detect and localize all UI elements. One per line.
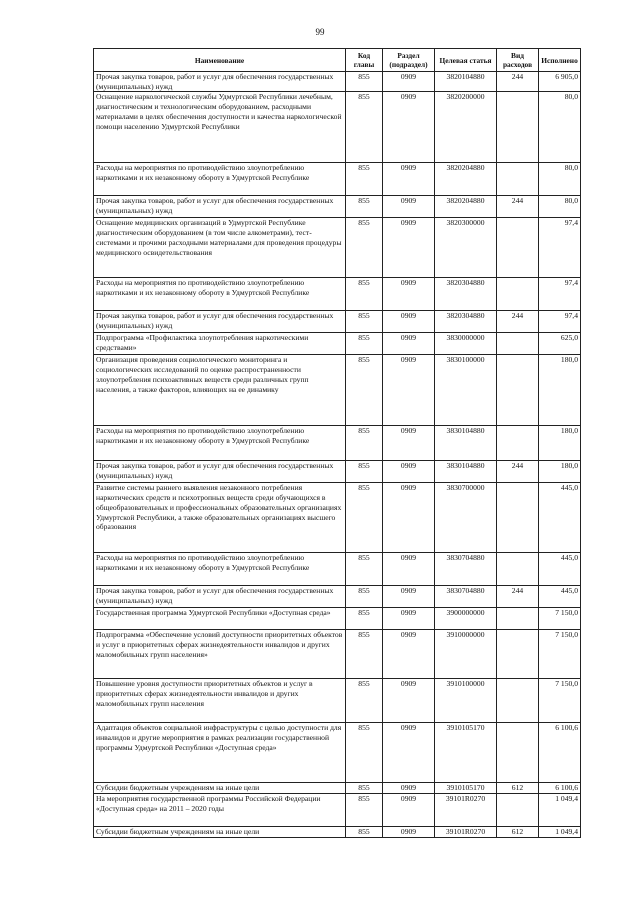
table-row [94,355,581,426]
row-code: 855 [346,553,383,586]
row-executed: 97,4 [539,218,581,278]
row-executed: 1 049,4 [539,794,581,827]
row-name: Оснащение наркологической службы Удмуртской Республики лечебным, диагностическим и технологическим оборудованием, расходными материалами в целях обеспечения доступности и качества наркологической помощи населению Удмуртской Республики [94,92,346,163]
budget-table [93,48,581,838]
row-expense: 612 [497,783,539,794]
row-executed: 97,4 [539,311,581,333]
row-executed: 80,0 [539,92,581,163]
table-row [94,679,581,723]
table-row [94,196,581,218]
row-section: 0909 [383,461,435,483]
row-code: 855 [346,794,383,827]
row-section: 0909 [383,630,435,679]
table-row [94,586,581,608]
row-name: Оснащение медицинских организаций в Удмуртской Республике диагностическим оборудованием (в том числе алкометрами), тест-системами и прочими расходными материалами для проведения процедуры медицинского освидетельствования [94,218,346,278]
row-expense [497,794,539,827]
row-section: 0909 [383,92,435,163]
row-section: 0909 [383,426,435,461]
table-row [94,333,581,355]
row-executed: 180,0 [539,355,581,426]
row-code: 855 [346,483,383,553]
row-code: 855 [346,608,383,630]
row-section: 0909 [383,608,435,630]
row-article: 3830704880 [435,553,497,586]
row-article: 3820304880 [435,278,497,311]
row-expense [497,163,539,196]
row-executed: 180,0 [539,426,581,461]
row-article: 3910105170 [435,783,497,794]
row-code: 855 [346,783,383,794]
row-section: 0909 [383,827,435,838]
row-section: 0909 [383,355,435,426]
row-code: 855 [346,827,383,838]
row-article: 3820204880 [435,196,497,218]
row-code: 855 [346,426,383,461]
table-row [94,794,581,827]
row-name: На мероприятия государственной программы Российской Федерации «Доступная среда» на 2011 – 2020 годы [94,794,346,827]
row-name: Субсидии бюджетным учреждениям на иные цели [94,827,346,838]
page-number: 99 [315,27,325,37]
row-executed: 7 150,0 [539,608,581,630]
row-section: 0909 [383,553,435,586]
row-name: Прочая закупка товаров, работ и услуг для обеспечения государственных (муниципальных) нужд [94,461,346,483]
row-expense: 244 [497,72,539,92]
row-article: 3820300000 [435,218,497,278]
row-section: 0909 [383,586,435,608]
row-name: Подпрограмма «Профилактика злоупотребления наркотическими средствами» [94,333,346,355]
row-article: 3830100000 [435,355,497,426]
table-row [94,630,581,679]
row-name: Государственная программа Удмуртской Республики «Доступная среда» [94,608,346,630]
row-expense [497,483,539,553]
row-code: 855 [346,723,383,783]
header-name: Наименование [94,49,346,72]
table-row [94,311,581,333]
row-expense [497,679,539,723]
row-name: Расходы на мероприятия по противодействию злоупотреблению наркотиками и их незаконному обороту в Удмуртской Республике [94,426,346,461]
row-executed: 7 150,0 [539,679,581,723]
row-name: Организация проведения социологического мониторинга и социологических исследований по оценке распространенности злоупотребления психоактивных веществ среди различных групп населения, а также факторов, влияющих на ее динамику [94,355,346,426]
table-row [94,483,581,553]
row-expense [497,723,539,783]
header-executed: Исполнено [539,49,581,72]
row-code: 855 [346,92,383,163]
row-name: Расходы на мероприятия по противодействию злоупотреблению наркотиками и их незаконному обороту в Удмуртской Республике [94,163,346,196]
row-article: 3830104880 [435,426,497,461]
row-code: 855 [346,163,383,196]
row-article: 3910000000 [435,630,497,679]
row-expense: 244 [497,311,539,333]
row-name: Субсидии бюджетным учреждениям на иные цели [94,783,346,794]
row-executed: 180,0 [539,461,581,483]
row-expense [497,218,539,278]
row-executed: 445,0 [539,553,581,586]
row-section: 0909 [383,483,435,553]
table-row [94,72,581,92]
header-expense: Вид расходов [497,49,539,72]
row-article: 39101R0270 [435,794,497,827]
table-row [94,218,581,278]
table-row [94,461,581,483]
row-executed: 445,0 [539,586,581,608]
row-name: Подпрограмма «Обеспечение условий доступности приоритетных объектов и услуг в приоритетных сферах жизнедеятельности инвалидов и других маломобильных групп населения» [94,630,346,679]
row-code: 855 [346,196,383,218]
row-section: 0909 [383,333,435,355]
row-executed: 445,0 [539,483,581,553]
row-section: 0909 [383,679,435,723]
row-code: 855 [346,355,383,426]
row-executed: 6 905,0 [539,72,581,92]
row-executed: 7 150,0 [539,630,581,679]
table-row [94,92,581,163]
row-name: Прочая закупка товаров, работ и услуг для обеспечения государственных (муниципальных) нужд [94,72,346,92]
row-name: Прочая закупка товаров, работ и услуг для обеспечения государственных (муниципальных) нужд [94,586,346,608]
row-expense [497,608,539,630]
row-executed: 625,0 [539,333,581,355]
row-code: 855 [346,461,383,483]
row-code: 855 [346,278,383,311]
row-name: Адаптация объектов социальной инфраструктуры с целью доступности для инвалидов и другие мероприятия в рамках реализации государственной программы Удмуртской Республики «Доступная среда» [94,723,346,783]
row-section: 0909 [383,72,435,92]
table-row [94,278,581,311]
row-expense [497,92,539,163]
row-article: 3910105170 [435,723,497,783]
row-article: 3910100000 [435,679,497,723]
row-expense [497,278,539,311]
row-code: 855 [346,679,383,723]
row-article: 3900000000 [435,608,497,630]
header-article: Целевая статья [435,49,497,72]
row-executed: 80,0 [539,163,581,196]
row-article: 3820204880 [435,163,497,196]
row-expense: 244 [497,196,539,218]
row-code: 855 [346,630,383,679]
row-section: 0909 [383,794,435,827]
row-expense [497,630,539,679]
table-row [94,163,581,196]
row-section: 0909 [383,783,435,794]
row-section: 0909 [383,196,435,218]
table-row [94,553,581,586]
row-section: 0909 [383,723,435,783]
row-article: 3820304880 [435,311,497,333]
row-code: 855 [346,218,383,278]
row-expense [497,553,539,586]
row-expense: 244 [497,586,539,608]
row-article: 3820104880 [435,72,497,92]
row-article: 3830700000 [435,483,497,553]
row-article: 3820200000 [435,92,497,163]
table-row [94,426,581,461]
row-name: Повышение уровня доступности приоритетных объектов и услуг в приоритетных сферах жизнедеятельности инвалидов и других маломобильных групп населения [94,679,346,723]
row-expense [497,426,539,461]
row-article: 3830104880 [435,461,497,483]
row-executed: 80,0 [539,196,581,218]
row-section: 0909 [383,311,435,333]
row-expense [497,355,539,426]
table-row [94,723,581,783]
row-section: 0909 [383,163,435,196]
row-article: 39101R0270 [435,827,497,838]
table-row [94,608,581,630]
row-code: 855 [346,311,383,333]
row-code: 855 [346,333,383,355]
row-code: 855 [346,586,383,608]
row-article: 3830704880 [435,586,497,608]
row-name: Прочая закупка товаров, работ и услуг для обеспечения государственных (муниципальных) нужд [94,311,346,333]
table-row [94,783,581,794]
header-code: Код главы [346,49,383,72]
row-name: Прочая закупка товаров, работ и услуг для обеспечения государственных (муниципальных) нужд [94,196,346,218]
row-expense: 244 [497,461,539,483]
row-executed: 1 049,4 [539,827,581,838]
table-row [94,827,581,838]
header-section: Раздел (подраздел) [383,49,435,72]
row-name: Расходы на мероприятия по противодействию злоупотреблению наркотиками и их незаконному обороту в Удмуртской Республике [94,553,346,586]
table-header-row [94,49,581,72]
row-section: 0909 [383,278,435,311]
row-expense [497,333,539,355]
row-executed: 97,4 [539,278,581,311]
row-section: 0909 [383,218,435,278]
row-article: 3830000000 [435,333,497,355]
row-name: Развитие системы раннего выявления незаконного потребления наркотических средств и психотропных веществ среди обучающихся в общеобразовательных и профессиональных образовательных организациях Удмуртской Республики, а также образовательных организациях высшего образования [94,483,346,553]
row-name: Расходы на мероприятия по противодействию злоупотреблению наркотиками и их незаконному обороту в Удмуртской Республике [94,278,346,311]
row-code: 855 [346,72,383,92]
row-expense: 612 [497,827,539,838]
row-executed: 6 100,6 [539,723,581,783]
row-executed: 6 100,6 [539,783,581,794]
